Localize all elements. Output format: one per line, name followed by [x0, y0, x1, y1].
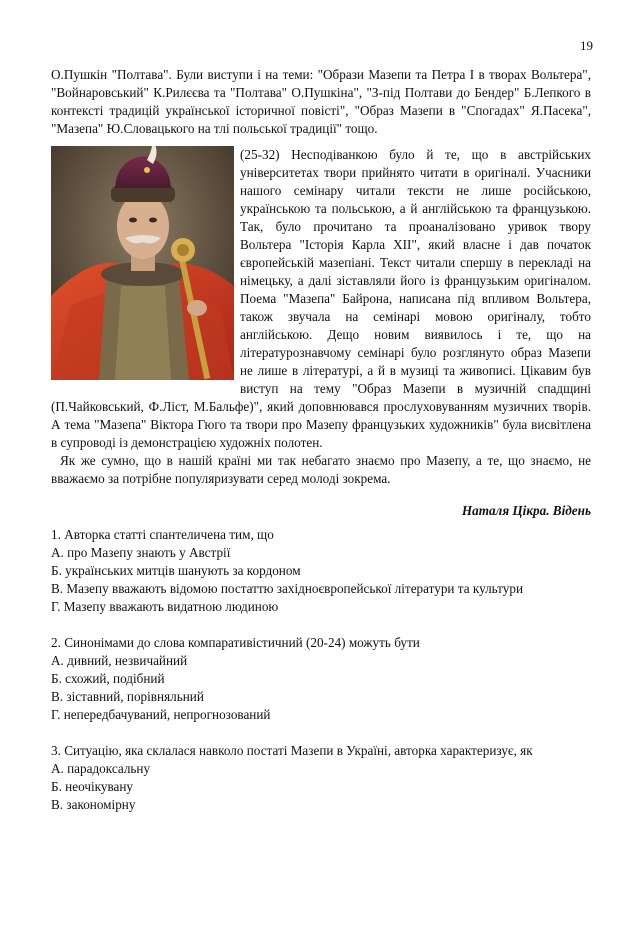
- mazepa-portrait-image: [51, 146, 234, 380]
- question-text: 2. Синонімами до слова компаративістичний (20-24) можуть бути: [51, 635, 420, 650]
- intro-paragraph: О.Пушкін "Полтава". Були виступи і на теми: "Образи Мазепи та Петра І в творах Вольтера", "Войнаровський" К.Рилєєва та "Полтава" О.Пушкіна", "З-під Полтави до Бендер" Б.Лепкого в контексті традицій української історичної повісті", "Образ Мазепи в "Спогадах" Я.Пасека", "Мазепа" Ю.Словацького на тлі польської традиції" тощо.: [51, 67, 591, 136]
- main-paragraph: (25-32) Несподіванкою було й те, що в австрійських університетах твори прийнято читати в оригіналі. Учасники нашого семінару читали тексти не лише російською, українською та польською, а й англійською та французькою. Так, було прочитано та проаналізовано уривок твору Вольтера "Історія Карла ХІІ", який власне і дав початок європейській мазепіані. Текст читали спершу в перекладі на німецьку, а далі зіставляли його із французьким оригіналом. Поема "Мазепа" Байрона, написана під впливом Вольтера, також звучала на семінарі мовою оригіналу, тобто англійською. Дещо новим виявилось і те, що на літературознавчому семінарі було розглянуто образ Мазепи не лише в літературі, а й в музиці та живописі. Цікавим був виступ на тему "Образ Мазепи в музичній спадщині (П.Чайковський, Ф.Ліст, М.Бальфе)", який доповнювався прослуховуванням музичних творів. А тема "Мазепа" Віктора Гюго та твори про Мазепу французьких художників" була висвітлена в супроводі із демонстрацією художніх полотен.: [51, 147, 591, 450]
- question-3: [51, 742, 591, 814]
- answer-option: Б. українських митців шанують за кордоном: [51, 563, 301, 578]
- article-content: [51, 66, 591, 832]
- answer-option: А. парадоксальну: [51, 761, 151, 776]
- question-text: 1. Авторка статті спантеличена тим, що: [51, 527, 274, 542]
- answer-option: Б. неочікувану: [51, 779, 133, 794]
- answer-option: В. Мазепу вважають відомою постаттю західноєвропейської літератури та культури: [51, 581, 524, 596]
- page-number: 19: [580, 38, 593, 53]
- answer-option: А. про Мазепу знають у Австрії: [51, 545, 231, 560]
- answer-option: Г. непередбачуваний, непрогнозований: [51, 707, 271, 722]
- question-2: [51, 634, 591, 724]
- answer-option: Б. схожий, подібний: [51, 671, 165, 686]
- answer-option: В. закономірну: [51, 797, 136, 812]
- answer-option: Г. Мазепу вважають видатною людиною: [51, 599, 279, 614]
- question-text: 3. Ситуацію, яка склалася навколо постаті Мазепи в Україні, авторка характеризує, як: [51, 743, 533, 758]
- answer-option: А. дивний, незвичайний: [51, 653, 188, 668]
- question-1: [51, 526, 591, 616]
- author-signature: Наталя Цікра. Відень: [461, 503, 591, 518]
- answer-option: В. зіставний, порівняльний: [51, 689, 204, 704]
- closing-paragraph: Як же сумно, що в нашій країні ми так небагато знаємо про Мазепу, а те, що знаємо, не вважаємо за потрібне популяризувати серед молоді зокрема.: [51, 453, 591, 486]
- article-body: [51, 146, 591, 452]
